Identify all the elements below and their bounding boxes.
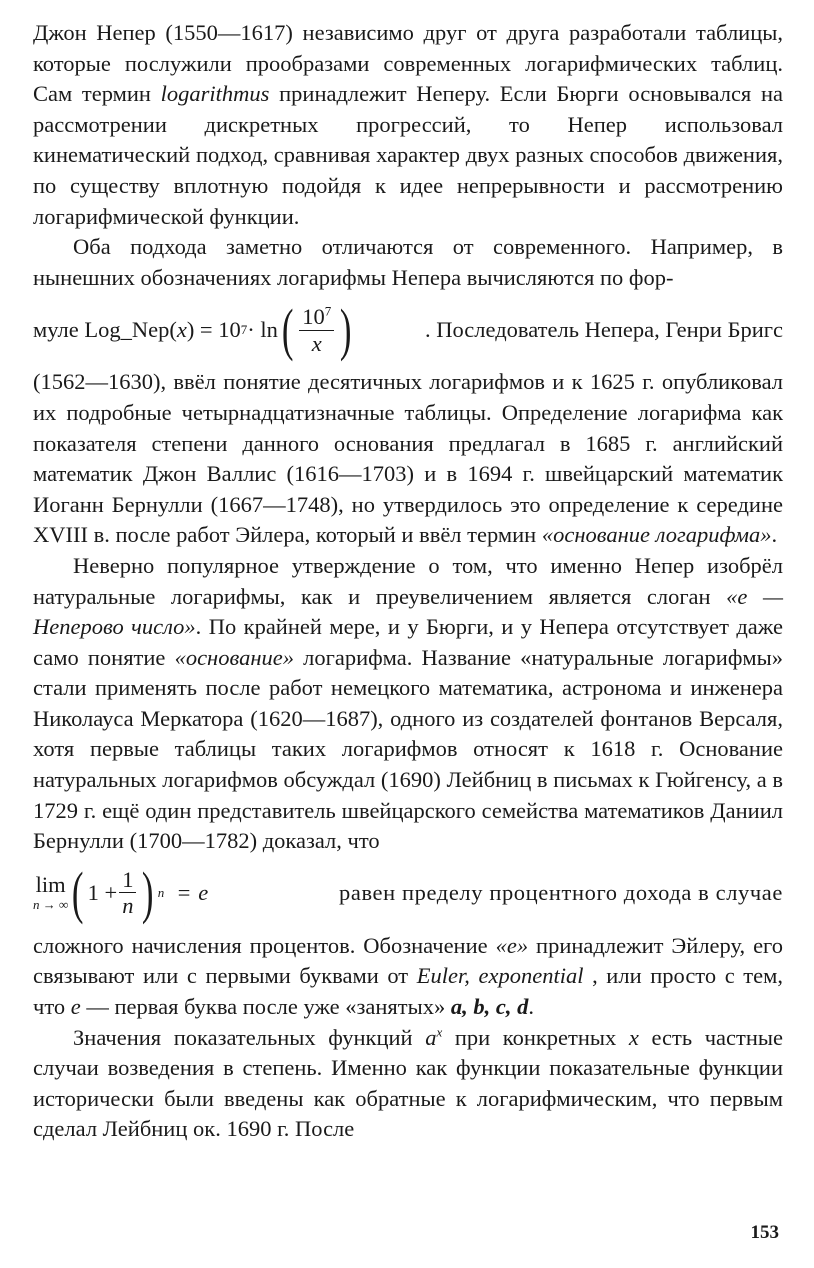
term-logarithmus: logarithmus bbox=[160, 81, 270, 107]
text-run: Оба подхода заметно отличаются от современного. Например, в нынешних обозначениях логарифмы Непера вычисляются по фор- bbox=[33, 234, 783, 290]
text-run: — первая буква после уже «занятых» bbox=[80, 994, 451, 1020]
paragraph-natural-logs bbox=[33, 551, 783, 857]
fraction-denominator: n bbox=[122, 893, 134, 919]
formula-limit: lim n → ∞ ( 1 + $\frac{1}{n}$ ) n = e bbox=[33, 859, 209, 925]
paragraph-napier bbox=[33, 18, 783, 232]
lim-subscript: n → ∞ bbox=[33, 897, 69, 913]
page-text bbox=[33, 18, 783, 1145]
fraction-denominator: x bbox=[311, 330, 322, 356]
one-plus: 1 + bbox=[87, 879, 118, 905]
lim-text: lim bbox=[35, 872, 66, 898]
formula-log-nep-line bbox=[33, 295, 783, 365]
left-paren: ( bbox=[281, 297, 294, 363]
text-run: . bbox=[771, 522, 778, 548]
paragraph-exponential-functions bbox=[33, 1023, 783, 1145]
text-run: Джон Непер (1550—1617) независимо друг от друга разработали таблицы, которые послужили прообразами современных логарифмических таблиц. Сам термин bbox=[33, 20, 783, 107]
fraction-numerator: 1 bbox=[119, 868, 136, 894]
paragraph-briggs bbox=[33, 367, 783, 551]
limit-fraction bbox=[119, 868, 136, 918]
right-paren: ) bbox=[142, 859, 154, 925]
formula-ln: · ln bbox=[247, 317, 278, 343]
term-euler-exponential: Euler, exponential bbox=[416, 963, 584, 989]
numerator-exponent: 7 bbox=[324, 303, 332, 319]
slogan-e: «e — Неперово число» bbox=[33, 583, 783, 640]
term-osnovanie-logarifma: «основание логарифма» bbox=[541, 522, 772, 548]
term-osnovanie: «основание» bbox=[174, 644, 294, 670]
text-run: при конкретных bbox=[442, 1024, 629, 1050]
right-paren: ) bbox=[340, 297, 352, 363]
formula-fraction bbox=[299, 305, 334, 355]
text-run: Значения показательных функций bbox=[73, 1024, 426, 1050]
limit-operator bbox=[33, 873, 68, 912]
term-e: «e» bbox=[495, 932, 529, 958]
term-e-letter: e bbox=[70, 994, 81, 1020]
formula-log-nep: муле Log_Nep( x ) = 10 7 · ln ( $\frac{10^7}{x}$ ) bbox=[33, 297, 352, 363]
formula-var-x: x bbox=[176, 317, 187, 343]
fraction-numerator bbox=[299, 305, 334, 331]
paragraph-euler bbox=[33, 931, 783, 1023]
paragraph-approaches bbox=[33, 232, 783, 293]
text-run: , или просто с тем, что bbox=[33, 963, 783, 1020]
formula-suffix-text: . Последователь Непера, Генри Бригс bbox=[425, 317, 783, 343]
formula-prefix: муле Log_Nep( bbox=[33, 317, 177, 343]
numerator-base: 10 bbox=[302, 304, 325, 330]
letters-abcd: a, b, c, d bbox=[450, 994, 529, 1020]
var-a: a bbox=[425, 1024, 437, 1050]
formula-equals-ten: ) = 10 bbox=[186, 317, 241, 343]
text-run: логарифма. Название «натуральные логарифмы» стали применять после работ немецкого математика, астронома и инженера Николауса Меркатора (1620—1687), одного из создателей фонтанов Версаля, хотя первые таблицы таких логарифмов относят к 1618 г. Основание натуральных логарифмов обсуждал (1690) Лейбниц в письмах к Гюйгенсу, а в 1729 г. ещё один представитель швейцарского семейства математиков Даниил Бернулли (1700—1782) доказал, что bbox=[33, 644, 784, 854]
text-run: . bbox=[528, 994, 534, 1020]
text-run: есть частные случаи возведения в степень. Именно как функции показательные функции исторически были введены как обратные к логарифмическим, что первым сделал Лейбниц ок. 1690 г. После bbox=[33, 1024, 783, 1142]
text-run: Неверно популярное утверждение о том, что именно Непер изобрёл натуральные логарифмы, как и преувеличением является слоган bbox=[33, 552, 783, 609]
left-paren: ( bbox=[72, 859, 84, 925]
equals-e: = e bbox=[176, 879, 209, 905]
formula-limit-line bbox=[33, 857, 783, 929]
text-run: (1562—1630), ввёл понятие десятичных логарифмов и к 1625 г. опубликовал их подробные четырнадцатизначные таблицы. Определение логарифма как показателя степени данного основания предлагал в 1685 г. английский математик Джон Валлис (1616—1703) и в 1694 г. швейцарский математик Иоганн Бернулли (1667—1748), но утвердилось это определение к середине XVIII в. после работ Эйлера, который и ввёл термин bbox=[33, 369, 783, 548]
text-run: . По крайней мере, и у Бюрги, и у Непера отсутствует даже само понятие bbox=[33, 614, 783, 670]
var-x: x bbox=[628, 1024, 639, 1050]
page-number: 153 bbox=[750, 1222, 779, 1243]
var-x-exponent: x bbox=[436, 1024, 443, 1040]
formula-suffix-text: равен пределу процентного дохода в случае bbox=[339, 879, 783, 905]
text-run: сложного начисления процентов. Обозначение bbox=[33, 932, 496, 958]
text-run: принадлежит Эйлеру, его связывают или с первыми буквами от bbox=[33, 932, 783, 989]
text-run: принадлежит Неперу. Если Бюрги основывался на рассмотрении дискретных прогрессий, то Непер использовал кинематический подход, сравнивая характер двух разных способов движения, по существу вплотную подойдя к идее непрерывности и рассмотрению логарифмической функции. bbox=[33, 81, 783, 229]
